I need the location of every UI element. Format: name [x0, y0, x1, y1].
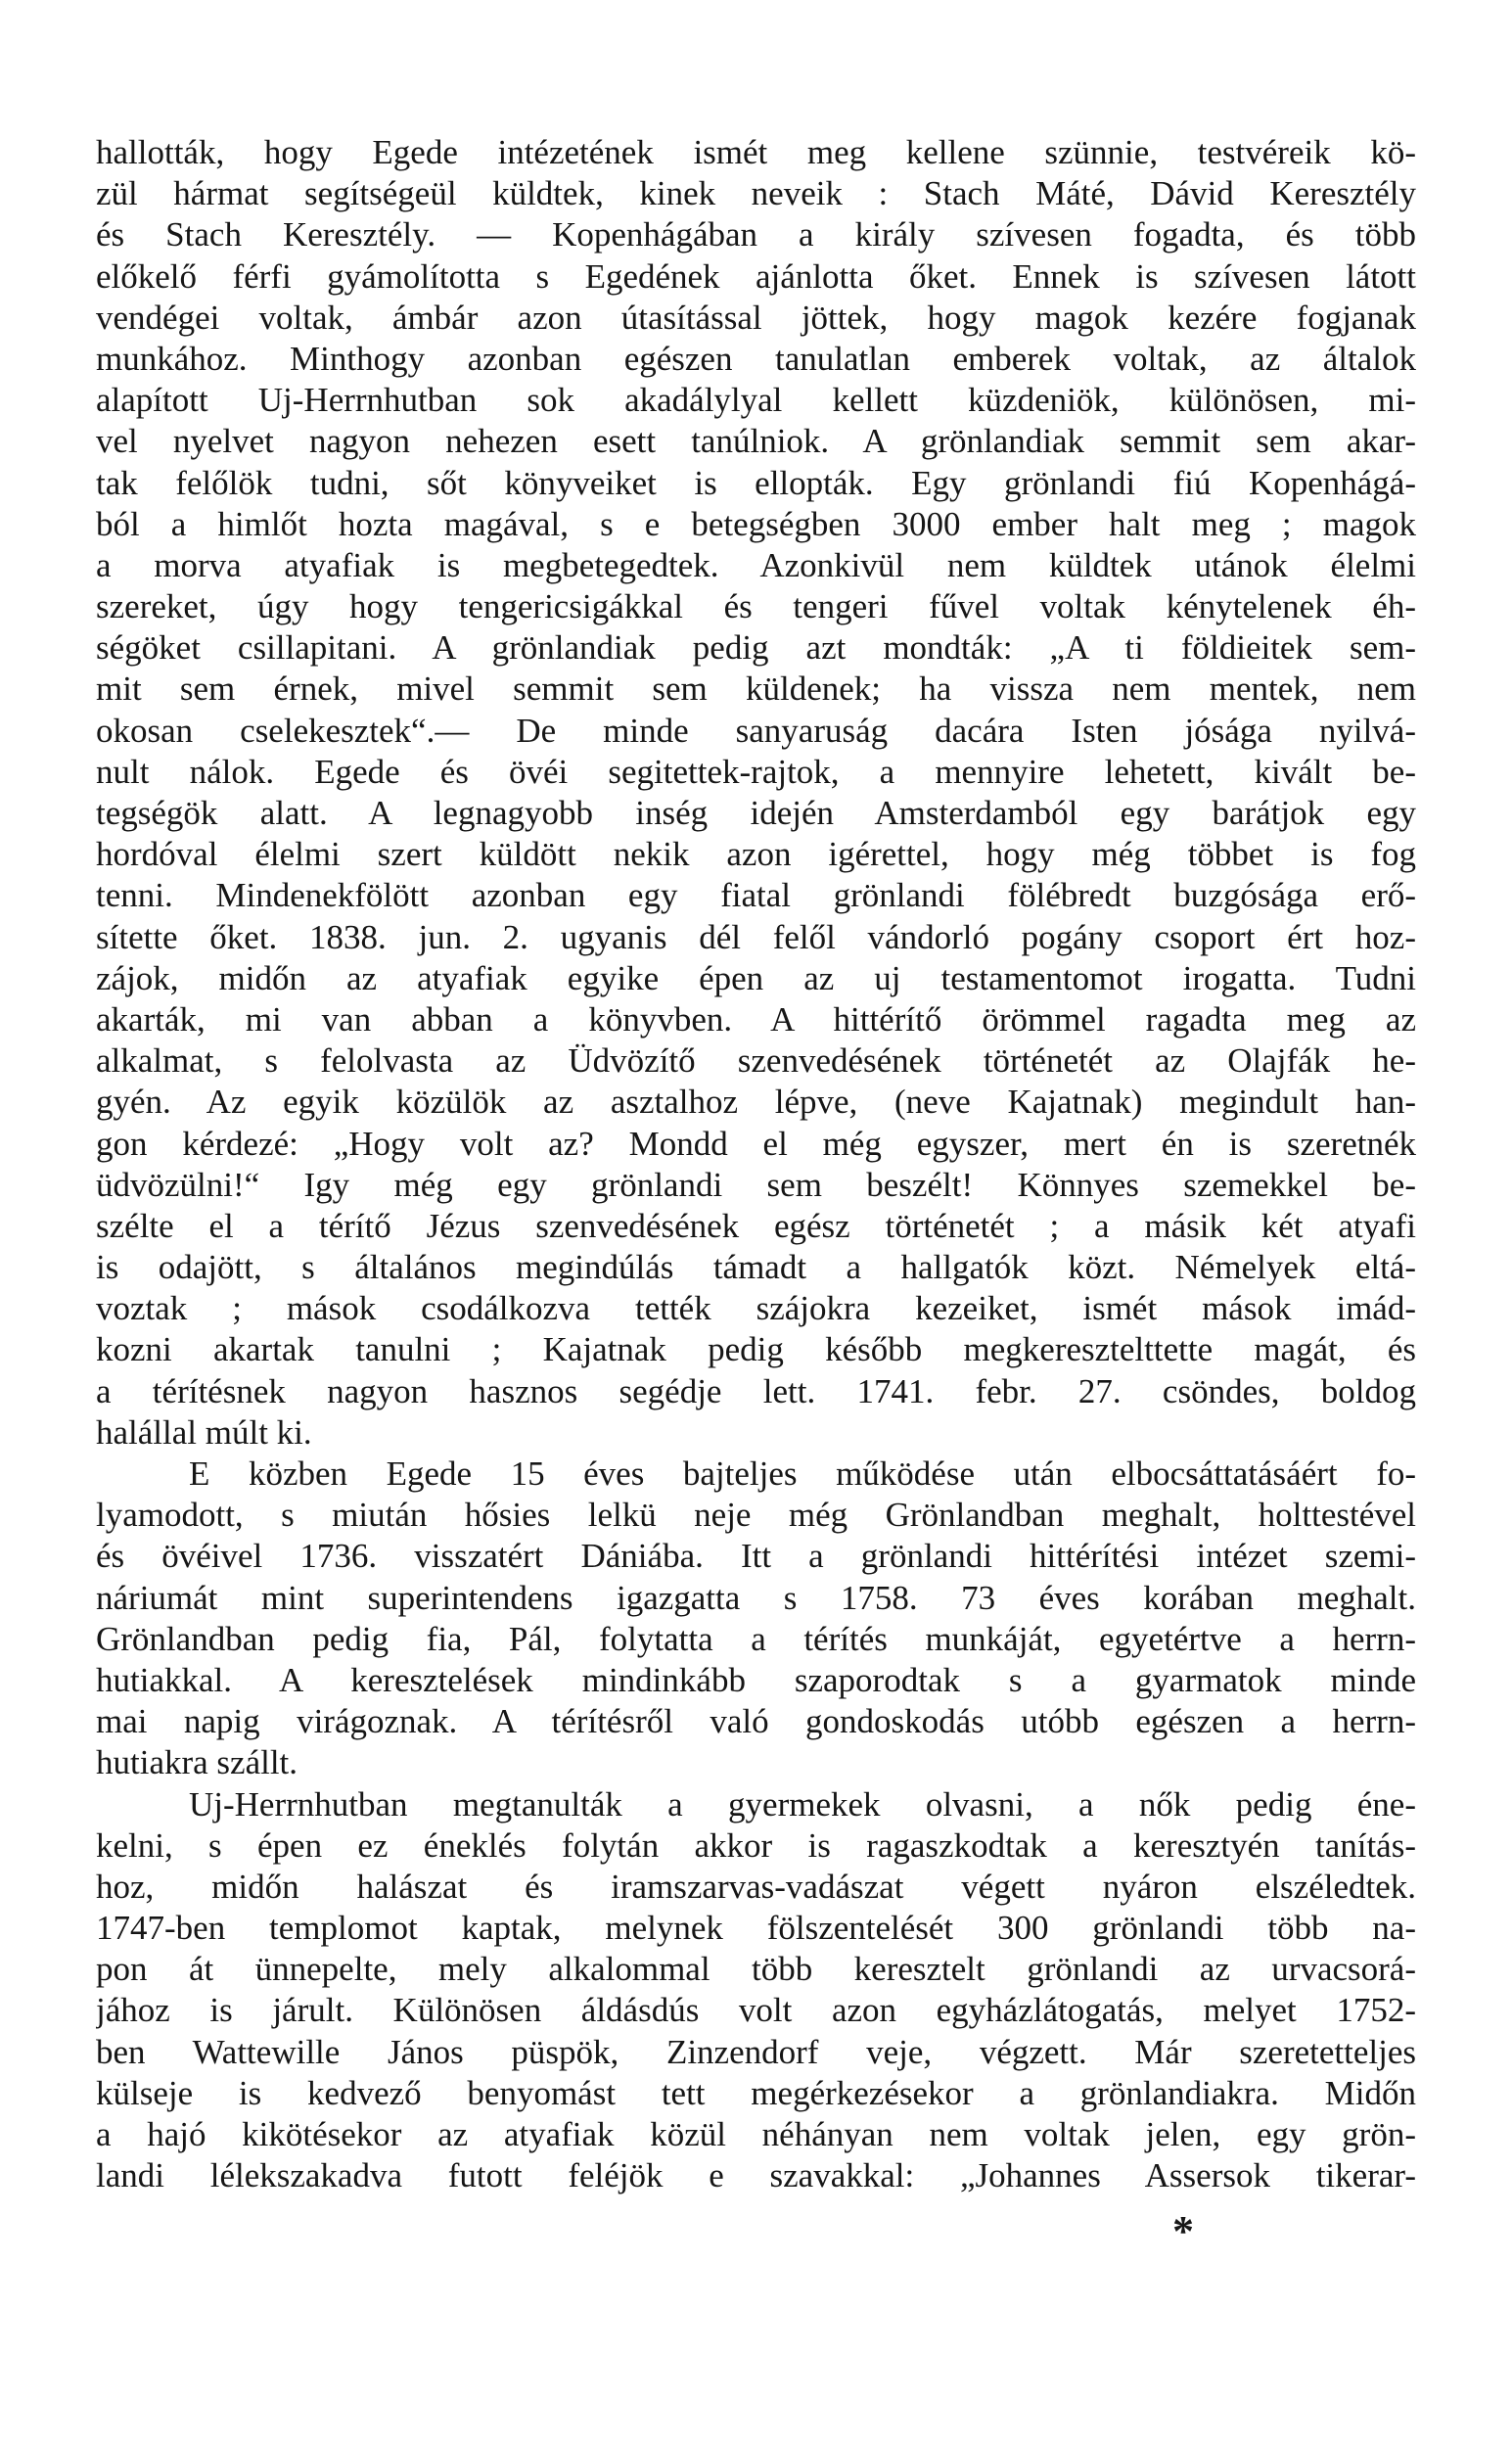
text-line: kelni, s épen ez éneklés folytán akkor is ragaszkodtak a keresztyén tanítás- [96, 1825, 1416, 1865]
text-line: a térítésnek nagyon hasznos segédje lett. 1741. febr. 27. csöndes, boldog [96, 1371, 1416, 1410]
text-line: szélte el a térítő Jézus szenvedésének egész történetét ; a másik két atyafi [96, 1206, 1416, 1245]
text-line: zájok, midőn az atyafiak egyike épen az uj testamentomot irogatta. Tudni [96, 958, 1416, 997]
text-line: E közben Egede 15 éves bajteljes működése után elbocsáttatásáért fo- [189, 1454, 1416, 1493]
text-line: náriumát mint superintendens igazgatta s 1758. 73 éves korában meghalt. [96, 1578, 1416, 1617]
text-line: a morva atyafiak is megbetegedtek. Azonkivül nem küldtek utánok élelmi [96, 545, 1416, 584]
text-line: okosan cselekesztek“.— De minde sanyaruság dacára Isten jósága nyilvá- [96, 711, 1416, 750]
text-line: lyamodott, s miután hősies lelkü neje még Grönlandban meghalt, holttestével [96, 1496, 1416, 1535]
paragraph-uj-herrnhut [96, 1784, 1416, 2197]
page-body [96, 132, 1416, 2196]
text-line: szereket, úgy hogy tengericsigákkal és tengeri fűvel voltak kénytelenek éh- [96, 587, 1416, 626]
text-line: a hajó kikötésekor az atyafiak közül néhányan nem voltak jelen, egy grön- [96, 2115, 1416, 2153]
text-line: zül hármat segítségeül küldtek, kinek neveik : Stach Máté, Dávid Keresztély [96, 174, 1416, 213]
text-line: külseje is kedvező benyomást tett megérkezésekor a grönlandiakra. Midőn [96, 2073, 1416, 2112]
text-line: 1747-ben templomot kaptak, melynek fölszentelését 300 grönlandi több na- [96, 1909, 1416, 1948]
text-line: voztak ; mások csodálkozva tették szájokra kezeiket, ismét mások imád- [96, 1289, 1416, 1328]
text-line: Uj-Herrnhutban megtanulták a gyermekek olvasni, a nők pedig éne- [189, 1784, 1416, 1824]
text-line: gon kérdezé: „Hogy volt az? Mondd el még egyszer, mert én is szeretnék [96, 1124, 1416, 1163]
text-line: hutiakra szállt. [96, 1743, 298, 1782]
text-line: hoz, midőn halászat és iramszarvas-vadászat végett nyáron elszéledtek. [96, 1867, 1416, 1906]
text-line: nult nálok. Egede és övéi segitettek-rajtok, a mennyire lehetett, kivált be- [96, 752, 1416, 791]
text-line: pon át ünnepelte, mely alkalommal több keresztelt grönlandi az urvacsorá- [96, 1950, 1416, 1989]
text-line: munkához. Minthogy azonban egészen tanulatlan emberek voltak, az általok [96, 339, 1416, 378]
text-line: mit sem érnek, mivel semmit sem küldenek; ha vissza nem mentek, nem [96, 669, 1416, 709]
paragraph-egede [96, 1454, 1416, 1784]
signature-mark: * [1172, 2207, 1194, 2255]
text-line: hordóval élelmi szert küldött nekik azon igérettel, hogy még többet is fog [96, 835, 1416, 874]
text-line: tak felőlök tudni, sőt könyveiket is ellopták. Egy grönlandi fiú Kopenhágá- [96, 463, 1416, 502]
text-line: kozni akartak tanulni ; Kajatnak pedig később megkeresztelttette magát, és [96, 1330, 1416, 1369]
text-line: akarták, mi van abban a könyvben. A hittérítő örömmel ragadta meg az [96, 999, 1416, 1039]
text-line: sítette őket. 1838. jun. 2. ugyanis dél felől vándorló pogány csoport ért hoz- [96, 917, 1416, 956]
text-line: mai napig virágoznak. A térítésről való gondoskodás utóbb egészen a herrn- [96, 1702, 1416, 1741]
text-line: is odajött, s általános megindúlás támadt a hallgatók közt. Némelyek eltá- [96, 1248, 1416, 1287]
text-line: és Stach Keresztély. — Kopenhágában a király szívesen fogadta, és több [96, 215, 1416, 254]
text-line: ben Wattewille János püspök, Zinzendorf veje, végzett. Már szeretetteljes [96, 2032, 1416, 2071]
text-line: hutiakkal. A keresztelések mindinkább szaporodtak s a gyarmatok minde [96, 1660, 1416, 1699]
text-line: jához is járult. Különösen áldásdús volt azon egyházlátogatás, melyet 1752- [96, 1991, 1416, 2030]
text-line: alkalmat, s felolvasta az Üdvözítő szenvedésének történetét az Olajfák he- [96, 1041, 1416, 1081]
text-line: halállal múlt ki. [96, 1412, 312, 1452]
text-line: hallották, hogy Egede intézetének ismét meg kellene szünnie, testvéreik kö- [96, 133, 1416, 171]
text-line: előkelő férfi gyámolította s Egedének ajánlotta őket. Ennek is szívesen látott [96, 256, 1416, 296]
text-line: vendégei voltak, ámbár azon útasítással jöttek, hogy magok kezére fogjanak [96, 298, 1416, 337]
text-line: gyén. Az egyik közülök az asztalhoz lépve, (neve Kajatnak) megindult han- [96, 1083, 1416, 1122]
text-line: üdvözülni!“ Igy még egy grönlandi sem beszélt! Könnyes szemekkel be- [96, 1165, 1416, 1204]
text-line: Grönlandban pedig fia, Pál, folytatta a térítés munkáját, egyetértve a herrn- [96, 1619, 1416, 1658]
text-line: alapított Uj-Herrnhutban sok akadálylyal kellett küzdeniök, különösen, mi- [96, 381, 1416, 420]
text-line: és övéivel 1736. visszatért Dániába. Itt a grönlandi hittérítési intézet szemi- [96, 1537, 1416, 1576]
text-line: vel nyelvet nagyon nehezen esett tanúlniok. A grönlandiak semmit sem akar- [96, 422, 1416, 461]
text-line: ségöket csillapitani. A grönlandiak pedig azt mondták: „A ti földieitek sem- [96, 628, 1416, 668]
text-line: landi lélekszakadva futott feléjök e szavakkal: „Johannes Assersok tikerar- [96, 2156, 1416, 2195]
text-line: ból a himlőt hozta magával, s e betegségben 3000 ember halt meg ; magok [96, 504, 1416, 543]
text-line: tenni. Mindenekfölött azonban egy fiatal grönlandi fölébredt buzgósága erő- [96, 876, 1416, 915]
text-line: tegségök alatt. A legnagyobb inség idején Amsterdamból egy barátjok egy [96, 794, 1416, 832]
paragraph-continued [96, 132, 1416, 1454]
